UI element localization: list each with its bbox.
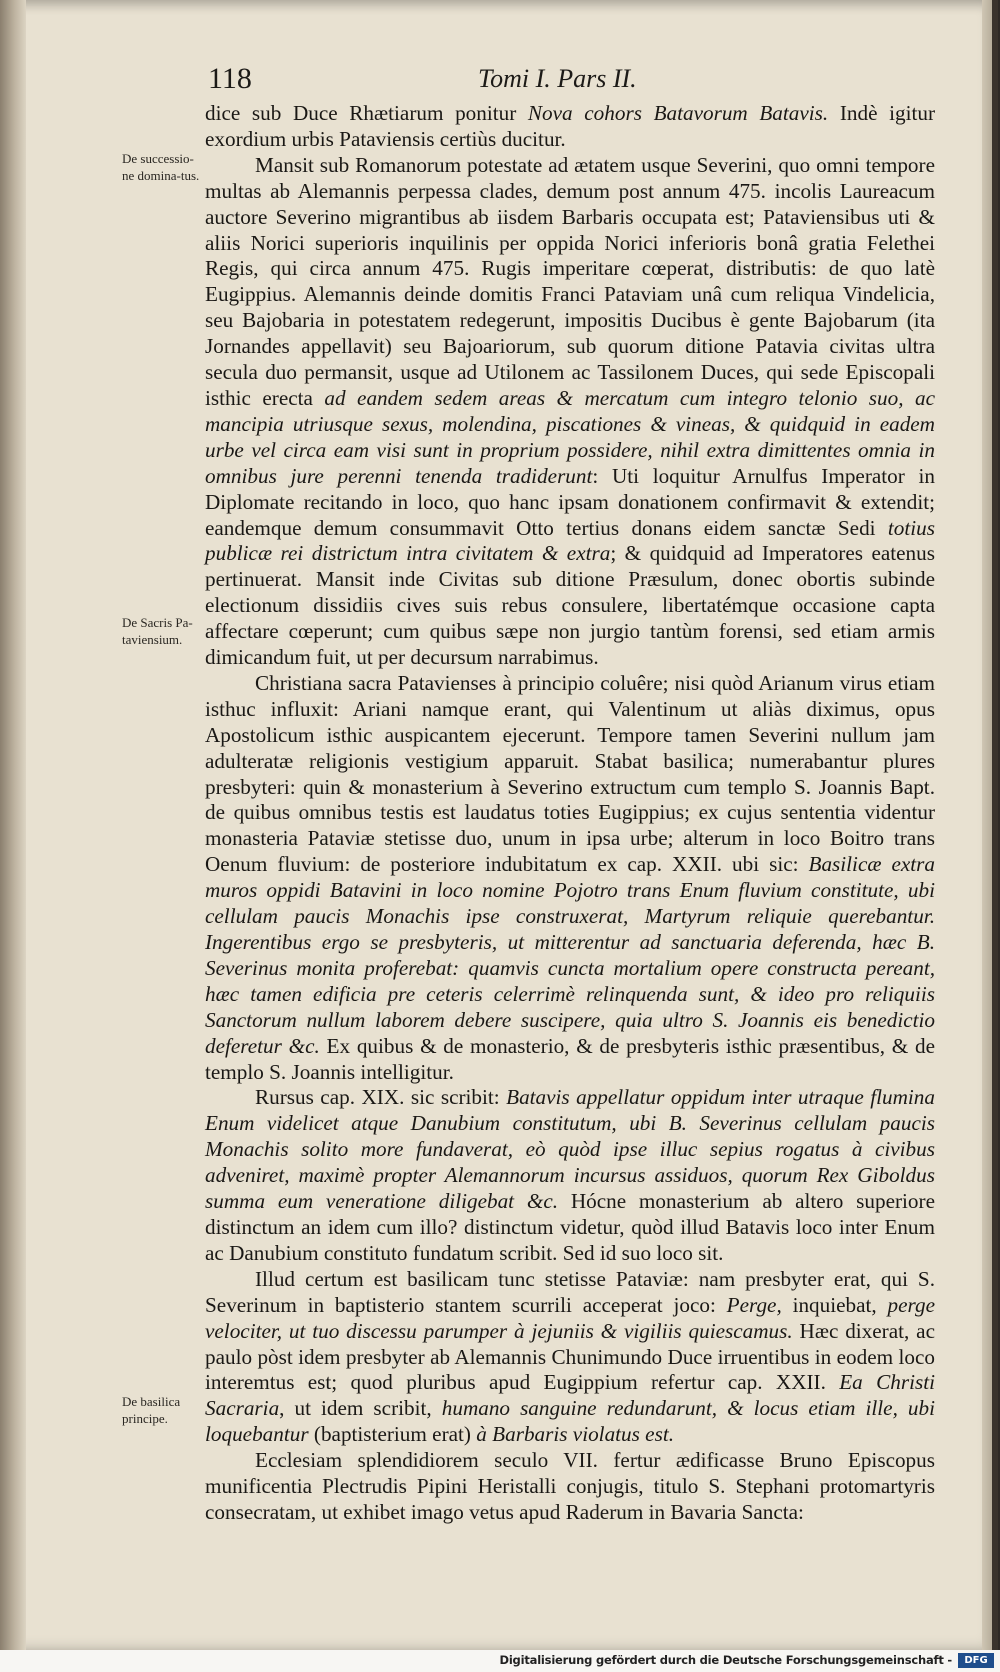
text-run: Hæc dixerat, ac paulo pòst idem presbyter ab Alemannis Chunimundo Duce irruentibus in eodem loco interemtus est; quod pluribus apud Eugippium refertur cap. XXII. (205, 1318, 935, 1395)
italic-run: totius publicæ rei districtum intra civitatem & extra (205, 515, 935, 566)
italic-run: humano sanguine redundarunt, & locus etiam ille, ubi loquebantur (205, 1396, 936, 1447)
dfg-logo: DFG (958, 1653, 994, 1668)
text-run: : Uti loquitur Arnulfus Imperator in Diplomate recitando in loco, quo hanc ipsam donationem confirmavit & extendit; eandemque demum consummavit Otto tertius donans eidem sanctæ Sedi (205, 463, 935, 540)
page-number: 118 (208, 62, 252, 95)
italic-run: Nova cohors Batavorum Batavis. (527, 101, 829, 125)
text-run: Mansit sub Romanorum potestate ad ætatem usque Severini, quo omni tempore multas ab Alemannis perpessa clades, demum post annum 475. incolis Laureacum auctore Severino migrantibus ab iisdem Barbaris occupata est; Pataviensibus uti & aliis Norici superioris inquilinis per oppida Norici inferioris bonâ gratia Felethei Regis, qui circa annum 475. Rugis imperitare cœperat, distributis: de quo latè Eugippius. Alemannis deinde domitis Franci Pataviam unâ cum reliqua Vindelicia, seu Bajobaria in potestatem redegerunt, impositis Ducibus è gente Bajobarum (ita Jornandes appellavit) seu Bajoariorum, sub quorum ditione Patavia civitas ultra secula duo permansit, usque ad Utilonem ac Tassilonem Duces, qui sede Episcopali isthic erecta (205, 152, 935, 410)
margin-note-basilica: De basilica principe. (122, 1394, 181, 1426)
paragraph (205, 153, 935, 671)
text-run: Indè igitur exordium urbis Pataviensis certiùs ducitur. (205, 101, 935, 151)
text-run: dice sub Duce Rhætiarum ponitur (205, 101, 528, 125)
footer-credit: Digitalisierung gefördert durch die Deutsche Forschungsgemeinschaft - (499, 1653, 952, 1667)
paragraph (205, 1448, 935, 1526)
italic-run: Basilicæ extra muros oppidi Batavini in loco nomine Pojotro trans Enum fluvium constitute, ubi cellulam paucis Monachis ipse construxerat, Martyrum reliquie querebantur. Ingerentibus ergo se presbyteris, ut mitterentur ad sanctuaria deferenda, hæc B. Severinus monita proferebat: quamvis cuncta mortalium opere constructa pereant, hæc tamen edificia pre ceteris celerrimè relinquenda sunt, & ideo pro reliquiis Sanctorum nullum laborem debere suscipere, quia ultro S. Joannis eis benedictio deferetur &c. (205, 852, 935, 1058)
italic-run: Ea Christi Sacraria (205, 1370, 935, 1421)
page-edge-shadow (992, 0, 998, 1650)
book-spine-shadow (0, 0, 26, 1650)
italic-run: à Barbaris violatus est. (476, 1422, 675, 1447)
text-run: inquiebat, (781, 1292, 888, 1317)
text-run: (baptisterium erat) (308, 1422, 477, 1447)
italic-run: Batavis appellatur oppidum inter utraque flumina Enum videlicet atque Danubium constitutum, ubi B. Severinus cellulam paucis Monachis solito more fundaverat, eò quòd ipse illuc sepius rogatus à civibus adveniret, maximè propter Alemannorum incursus assiduos, quorum Rex Giboldus summa eum veneratione diligebat &c. (205, 1085, 935, 1214)
text-run: Christiana sacra Patavienses à principio coluêre; nisi quòd Arianum virus etiam isthuc influxit: Ariani namque erant, qui Valentinum ut aliàs diximus, opus Apostolicum isthic auspicantem ejecerunt. Tempore tamen Severini nullum jam adulteratæ religionis vestigium apparuit. Stabat basilica; numerabantur plures presbyteri: quin & monasterium à Severino extructum cum templo S. Joannis Bapt. de quibus omnibus testis est laudatus toties Eugippius; ex cujus sententia videntur monasteria Pataviæ stetisse duo, unum in ipsa urbe; alterum in loco Boitro trans Oenum fluvium: de posteriore indubitatum ex cap. XXII. ubi sic: (205, 670, 935, 877)
paragraph (205, 101, 935, 153)
italic-run: ad eandem sedem areas & mercatum cum integro telonio suo, ac mancipia utriusque sexus, molendina, piscationes & vineas, & quidquid in eadem urbe vel circa eam visi sunt in proprium possidere, nihil extra dimittentes omnia in omnibus jure perenni tenenda tradiderunt (205, 385, 935, 488)
paragraph (205, 1267, 935, 1448)
paragraph (205, 1085, 935, 1266)
italic-run: Perge, (726, 1292, 782, 1317)
text-run: , ut idem scribit, (279, 1396, 442, 1421)
italic-run: perge velociter, ut tuo discessu parumper à jejuniis & vigiliis quiescamus. (205, 1292, 936, 1343)
margin-note-succession: De successio-ne domina-tus. (122, 151, 200, 183)
text-run: ; & quidquid ad Imperatores eatenus pertinuerat. Mansit inde Civitas sub ditione Præsulum, donec obortis subinde electionum dissidiis cives suis rebus consulere, libertatémque occasione capta affectare cœperunt; cum quibus sæpe non jurgio tantùm forensi, sed etiam armis dimicandum fuit, ut per decursum narrabimus. (205, 541, 935, 670)
text-run: Rursus cap. XIX. sic scribit: (255, 1085, 507, 1110)
text-run: Ecclesiam splendidiorem seculo VII. fertur ædificasse Bruno Episcopus munificentia Plectrudis Pipini Heristalli conjugis, titulo S. Stephani protomartyris consecratam, ut exhibet imago vetus apud Raderum in Bavaria Sancta: (205, 1448, 935, 1524)
footer-bar (0, 1650, 1000, 1672)
text-run: Hócne monasterium ab altero superiore distinctum an idem cum illo? distinctum videtur, quòd illud Batavis loco inter Enum ac Danubium constituto fundatum scribit. Sed id suo loco sit. (205, 1189, 935, 1265)
text-run: Illud certum est basilicam tunc stetisse Pataviæ: nam presbyter erat, qui S. Severinum in baptisterio stantem scurrili acceperat joco: (205, 1266, 935, 1317)
paragraph (205, 671, 935, 1086)
page-header (208, 62, 898, 102)
text-run: Ex quibus & de monasterio, & de presbyteris isthic præsentibus, & de templo S. Joannis intelligitur. (205, 1033, 936, 1084)
body-text (205, 101, 935, 1526)
running-title: Tomi I. Pars II. (478, 64, 637, 93)
margin-note-sacra: De Sacris Pa-taviensium. (122, 615, 193, 647)
